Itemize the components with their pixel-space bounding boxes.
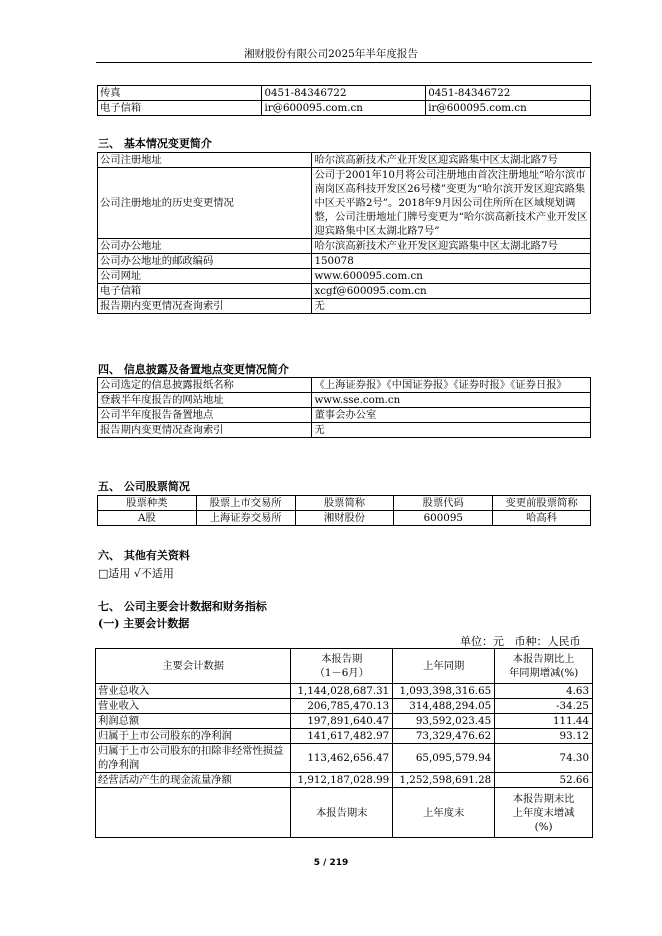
cell-label: 公司办公地址的邮政编码 [98, 254, 312, 269]
cell-label: 报告期内变更情况查询索引 [98, 423, 312, 438]
cell-value: 93,592,023.45 [393, 714, 495, 729]
cell-value: xcgf@600095.com.cn [312, 284, 591, 299]
table-row [98, 168, 591, 239]
table-row [96, 773, 593, 788]
column-header: 股票代码 [394, 496, 493, 511]
column-header: 主要会计数据 [96, 649, 291, 684]
cell-label: 报告期内变更情况查询索引 [98, 299, 312, 314]
cell-label: 经营活动产生的现金流量净额 [96, 773, 291, 788]
column-header: 本报告期末比 上年度末增减 (%) [495, 788, 593, 838]
table-row [98, 101, 591, 116]
column-header: 股票简称 [295, 496, 394, 511]
financial-table [95, 648, 593, 838]
column-header: 变更前股票简称 [493, 496, 591, 511]
cell-label: 利润总额 [96, 714, 291, 729]
cell-label: 营业收入 [96, 699, 291, 714]
table-header-row [96, 649, 593, 684]
table-row [98, 393, 591, 408]
cell-value: -34.25 [495, 699, 593, 714]
cell-value: 无 [312, 299, 591, 314]
cell-label: 公司网址 [98, 269, 312, 284]
header-divider [96, 62, 592, 63]
column-header: 上年同期 [393, 649, 495, 684]
cell-value: 4.63 [495, 684, 593, 699]
cell-label: 归属于上市公司股东的扣除非经常性损益的净利润 [96, 744, 291, 773]
section-heading-financial: 七、 公司主要会计数据和财务指标 [98, 600, 267, 613]
column-header [96, 788, 291, 838]
table-row [98, 378, 591, 393]
table-row [96, 729, 593, 744]
column-header: 股票种类 [98, 496, 197, 511]
cell-value: 65,095,579.94 [393, 744, 495, 773]
cell-value: 150078 [312, 254, 591, 269]
table-row [98, 86, 591, 101]
table-row [98, 299, 591, 314]
cell-label: 电子信箱 [98, 101, 262, 116]
cell-value: 52.66 [495, 773, 593, 788]
column-header: 本报告期 （1－6月） [291, 649, 393, 684]
unit-note: 单位：元 币种：人民币 [460, 635, 581, 648]
cell-value: 93.12 [495, 729, 593, 744]
cell-value: A股 [98, 511, 197, 526]
cell-label: 公司注册地址 [98, 153, 312, 168]
column-header: 本报告期比上 年同期增减(%) [495, 649, 593, 684]
cell-value: 1,093,398,316.65 [393, 684, 495, 699]
section-heading-stock: 五、 公司股票简况 [98, 480, 190, 493]
cell-value: 74.30 [495, 744, 593, 773]
subsection-heading: (一) 主要会计数据 [98, 617, 190, 630]
cell-value: ir@600095.com.cn [426, 101, 591, 116]
applicability-options: □适用 √不适用 [98, 567, 174, 580]
table-row [98, 511, 591, 526]
table-row [96, 744, 593, 773]
cell-value: ir@600095.com.cn [262, 101, 426, 116]
cell-value: 600095 [394, 511, 493, 526]
cell-value: 73,329,476.62 [393, 729, 495, 744]
section-heading-other: 六、 其他有关资料 [98, 549, 190, 562]
table-row [98, 269, 591, 284]
cell-value: 董事会办公室 [312, 408, 591, 423]
cell-value: 哈高科 [493, 511, 591, 526]
table-header-row [98, 496, 591, 511]
cell-value: www.sse.com.cn [312, 393, 591, 408]
column-header: 上年度末 [393, 788, 495, 838]
cell-value: www.600095.com.cn [312, 269, 591, 284]
cell-value: 113,462,656.47 [291, 744, 393, 773]
column-header: 本报告期末 [291, 788, 393, 838]
page-header: 湘财股份有限公司2025年半年度报告 [244, 48, 418, 60]
cell-value: 206,785,470.13 [291, 699, 393, 714]
table-row [98, 284, 591, 299]
cell-value: 0451-84346722 [426, 86, 591, 101]
cell-value: 1,144,028,687.31 [291, 684, 393, 699]
cell-value: 314,488,294.05 [393, 699, 495, 714]
cell-value: 哈尔滨高新技术产业开发区迎宾路集中区太湖北路7号 [312, 239, 591, 254]
stock-table [97, 495, 591, 526]
cell-value: 141,617,482.97 [291, 729, 393, 744]
cell-value: 无 [312, 423, 591, 438]
cell-label: 归属于上市公司股东的净利润 [96, 729, 291, 744]
basic-info-table [97, 152, 591, 314]
cell-value: 湘财股份 [295, 511, 394, 526]
cell-label: 传真 [98, 86, 262, 101]
column-header: 股票上市交易所 [196, 496, 295, 511]
cell-label: 公司注册地址的历史变更情况 [98, 168, 312, 239]
table-row [98, 153, 591, 168]
table-row [98, 408, 591, 423]
cell-value: 111.44 [495, 714, 593, 729]
cell-label: 电子信箱 [98, 284, 312, 299]
table-row [96, 714, 593, 729]
table-row [96, 684, 593, 699]
table-row [98, 423, 591, 438]
table-row [98, 239, 591, 254]
table-header-row [96, 788, 593, 838]
cell-label: 公司半年度报告备置地点 [98, 408, 312, 423]
contact-table [97, 85, 591, 116]
disclosure-table [97, 377, 591, 438]
cell-value: 哈尔滨高新技术产业开发区迎宾路集中区太湖北路7号 [312, 153, 591, 168]
table-row [96, 699, 593, 714]
cell-value: 0451-84346722 [262, 86, 426, 101]
cell-label: 公司选定的信息披露报纸名称 [98, 378, 312, 393]
section-heading-basic: 三、 基本情况变更简介 [98, 137, 212, 150]
cell-label: 公司办公地址 [98, 239, 312, 254]
cell-value: 《上海证券报》《中国证券报》《证券时报》《证券日报》 [312, 378, 591, 393]
cell-value: 上海证券交易所 [196, 511, 295, 526]
cell-label: 营业总收入 [96, 684, 291, 699]
cell-value: 197,891,640.47 [291, 714, 393, 729]
cell-value: 1,252,598,691.28 [393, 773, 495, 788]
table-row [98, 254, 591, 269]
cell-value: 1,912,187,028.99 [291, 773, 393, 788]
cell-value: 公司于2001年10月将公司注册地由首次注册地址“哈尔滨市南岗区高科技开发区26号楼”变更为“哈尔滨开发区迎宾路集中区天平路2号”。2018年9月因公司住所所在区域规划调整，公司注册地址门牌号变更为“哈尔滨高新技术产业开发区迎宾路集中区太湖北路7号” [312, 168, 591, 239]
cell-label: 登载半年度报告的网站地址 [98, 393, 312, 408]
page-number: 5 / 219 [313, 858, 349, 868]
section-heading-disclosure: 四、 信息披露及备置地点变更情况简介 [98, 363, 289, 376]
